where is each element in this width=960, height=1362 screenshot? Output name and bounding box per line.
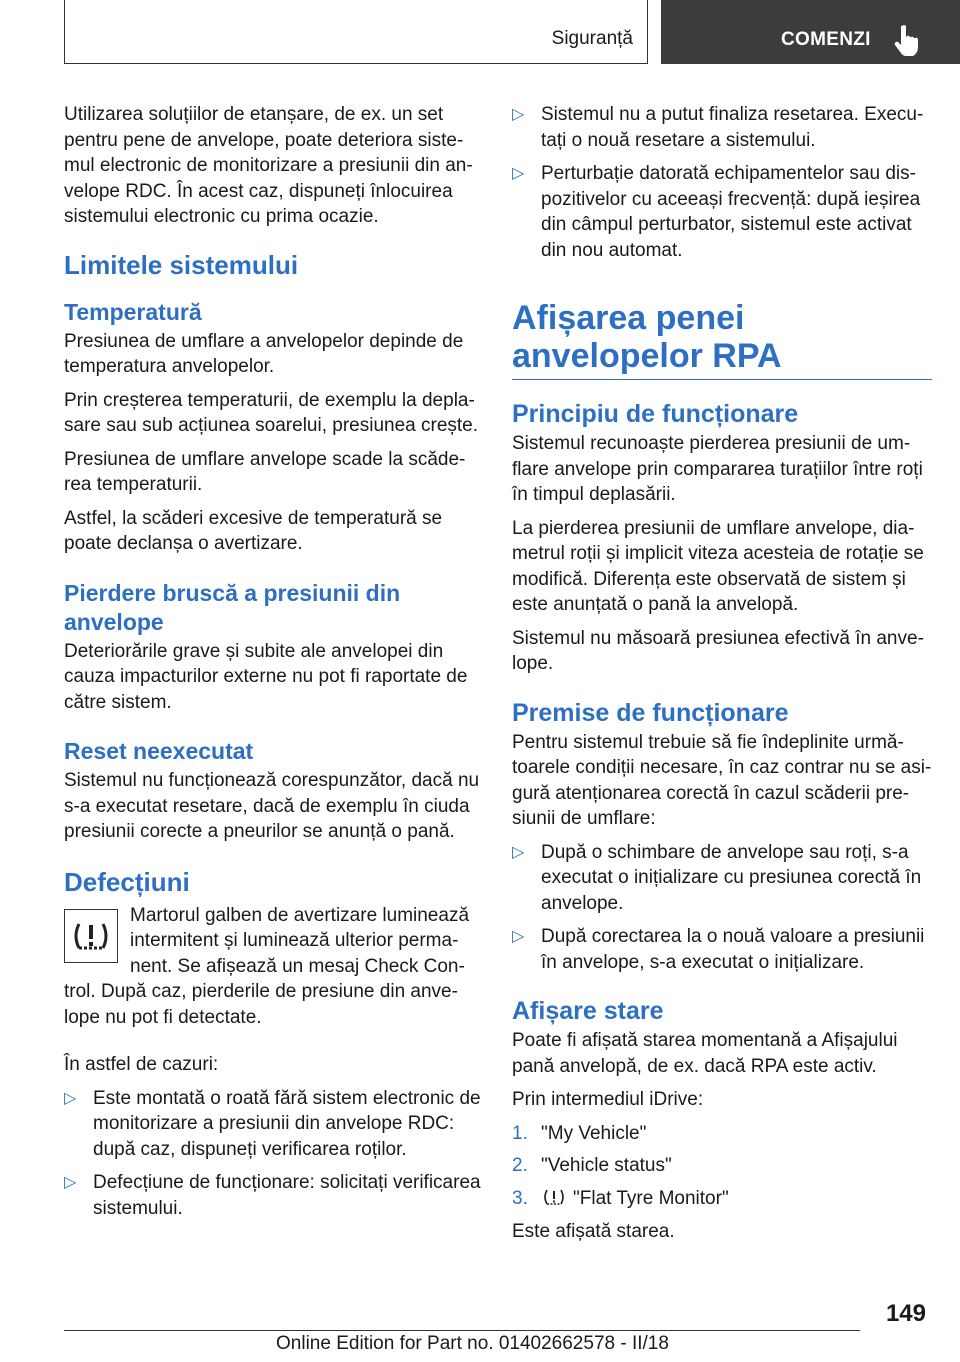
heading-temperature: Temperatură	[64, 298, 202, 325]
tire-warning-icon	[541, 1187, 567, 1207]
temperature-paragraph-4: Astfel, la scăderi excesive de temperatură se poate declanșa o avertizare.	[64, 507, 443, 554]
heading-status-display: Afișare stare	[512, 997, 664, 1025]
triangle-bullet-icon: ▷	[512, 928, 525, 945]
triangle-bullet-icon: ▷	[64, 1174, 77, 1191]
principle-paragraph-1: Sistemul recunoaște pierderea presiunii de umflare anvelope prin compararea turațiilor între roți în timpul deplasării.	[512, 433, 923, 505]
reset-paragraph: Sistemul nu funcționează corespunzător, dacă nu s-a executat resetare, dacă de exemplu în ciuda presiunii corecte a pneurilor se anunță o pană.	[64, 770, 480, 842]
status-paragraph-3: Este afișată starea.	[512, 1221, 675, 1242]
heading-system-limits: Limitele sistemului	[64, 249, 299, 280]
left-column	[64, 102, 484, 1229]
right-column	[512, 102, 932, 1253]
intro-paragraph: Utilizarea soluțiilor de etanșare, de ex. un set pentru pene de anvelope, poate deteriora sistemul electronic de monitorizare a presiunii din anvelope RDC. În acest caz, dispuneți înlocuirea sistemului electronic cu prima ocazie.	[64, 104, 473, 227]
list-item: 1. "My Vehicle"	[512, 1122, 647, 1144]
footer-edition: Online Edition for Part no. 01402662578 - II/18	[276, 1333, 669, 1354]
triangle-bullet-icon: ▷	[512, 106, 525, 123]
triangle-bullet-icon: ▷	[512, 843, 525, 861]
malfunctions-paragraph: Martorul galben de avertizare luminează intermitent și luminează ulterior permanent. Se afișează un mesaj Check Control. După caz, pierderile de presiune din anvelope nu pot fi detectate.	[64, 904, 470, 1028]
status-paragraph-2: Prin intermediul iDrive:	[512, 1089, 704, 1110]
heading-flat-tyre-monitor: Afișarea penei anvelopelor RPA	[512, 299, 782, 375]
list-item: ▷ Perturbație datorată echipamentelor sau dispozitivelor cu aceeași frecvență: după ieșirea din câmpul perturbator, sistemul este activat din nou automat.	[512, 163, 921, 261]
heading-reset-not-performed: Reset neexecutat	[64, 738, 254, 764]
header-chapter-title: COMENZI	[781, 29, 871, 50]
cases-list-continued	[512, 102, 932, 263]
header-chapter-box	[661, 0, 960, 64]
pressure-loss-paragraph: Deteriorările grave și subite ale anvelopei din cauza impacturilor externe nu pot fi raportate de către sistem.	[64, 640, 468, 713]
page-number: 149	[885, 1300, 926, 1327]
triangle-bullet-icon: ▷	[512, 165, 525, 182]
hand-pointer-icon	[893, 24, 921, 56]
principle-paragraph-2: La pierderea presiunii de umflare anvelope, diametrul roții și implicit viteza acesteia de rotație se modifică. Diferența este observată de sistem și este anunțată o pană la anvelopă.	[512, 517, 924, 615]
list-item: ▷ După corectarea la o nouă valoare a presiunii în anvelope, s-a executat o inițializare.	[512, 926, 925, 973]
heading-operating-principle: Principiu de funcționare	[512, 400, 799, 428]
heading-sudden-pressure-loss: Pierdere bruscă a presiunii din anvelope	[64, 579, 401, 635]
heading-divider	[512, 379, 932, 380]
list-item: ▷ După o schimbare de anvelope sau roți, s-a executat o inițializare cu presiunea corectă în anvelope.	[512, 841, 922, 914]
list-item: 3. "Flat Tyre Monitor"	[512, 1187, 729, 1209]
header-section-box	[64, 0, 648, 64]
tire-warning-icon	[64, 909, 118, 963]
principle-paragraph-3: Sistemul nu măsoară presiunea efectivă în anvelope.	[512, 627, 924, 674]
list-item: 2. "Vehicle status"	[512, 1155, 672, 1176]
header-section-title: Siguranță	[551, 28, 633, 49]
requirements-list	[512, 840, 932, 976]
footer-divider	[64, 1330, 860, 1331]
idrive-steps-list	[512, 1121, 932, 1212]
cases-list	[64, 1086, 484, 1222]
triangle-bullet-icon: ▷	[64, 1089, 77, 1107]
list-item: ▷ Sistemul nu a putut finaliza resetarea. Executați o nouă resetare a sistemului.	[512, 104, 924, 151]
requirements-paragraph: Pentru sistemul trebuie să fie îndeplinite următoarele condiții necesare, în caz contrar nu se asigură atenționarea corectă în cazul scăderii presiunii de umflare:	[512, 731, 932, 829]
temperature-paragraph-2: Prin creșterea temperaturii, de exemplu la deplasare sau sub acțiunea soarelui, presiunea crește.	[64, 389, 479, 436]
cases-intro: În astfel de cazuri:	[64, 1054, 219, 1075]
heading-malfunctions: Defecțiuni	[64, 866, 190, 897]
status-paragraph-1: Poate fi afișată starea momentană a Afișajului pană anvelopă, de ex. dacă RPA este activ.	[512, 1030, 898, 1077]
list-item: ▷ Defecțiune de funcționare: solicitați verificarea sistemului.	[64, 1172, 481, 1219]
temperature-paragraph-3: Presiunea de umflare anvelope scade la scăderea temperaturii.	[64, 448, 466, 495]
temperature-paragraph-1: Presiunea de umflare a anvelopelor depinde de temperatura anvelopelor.	[64, 330, 464, 377]
list-item: ▷ Este montată o roată fără sistem electronic de monitorizare a presiunii din anvelope RDC: după caz, dispuneți verificarea roților.	[64, 1087, 481, 1160]
heading-operating-requirements: Premise de funcționare	[512, 698, 789, 727]
